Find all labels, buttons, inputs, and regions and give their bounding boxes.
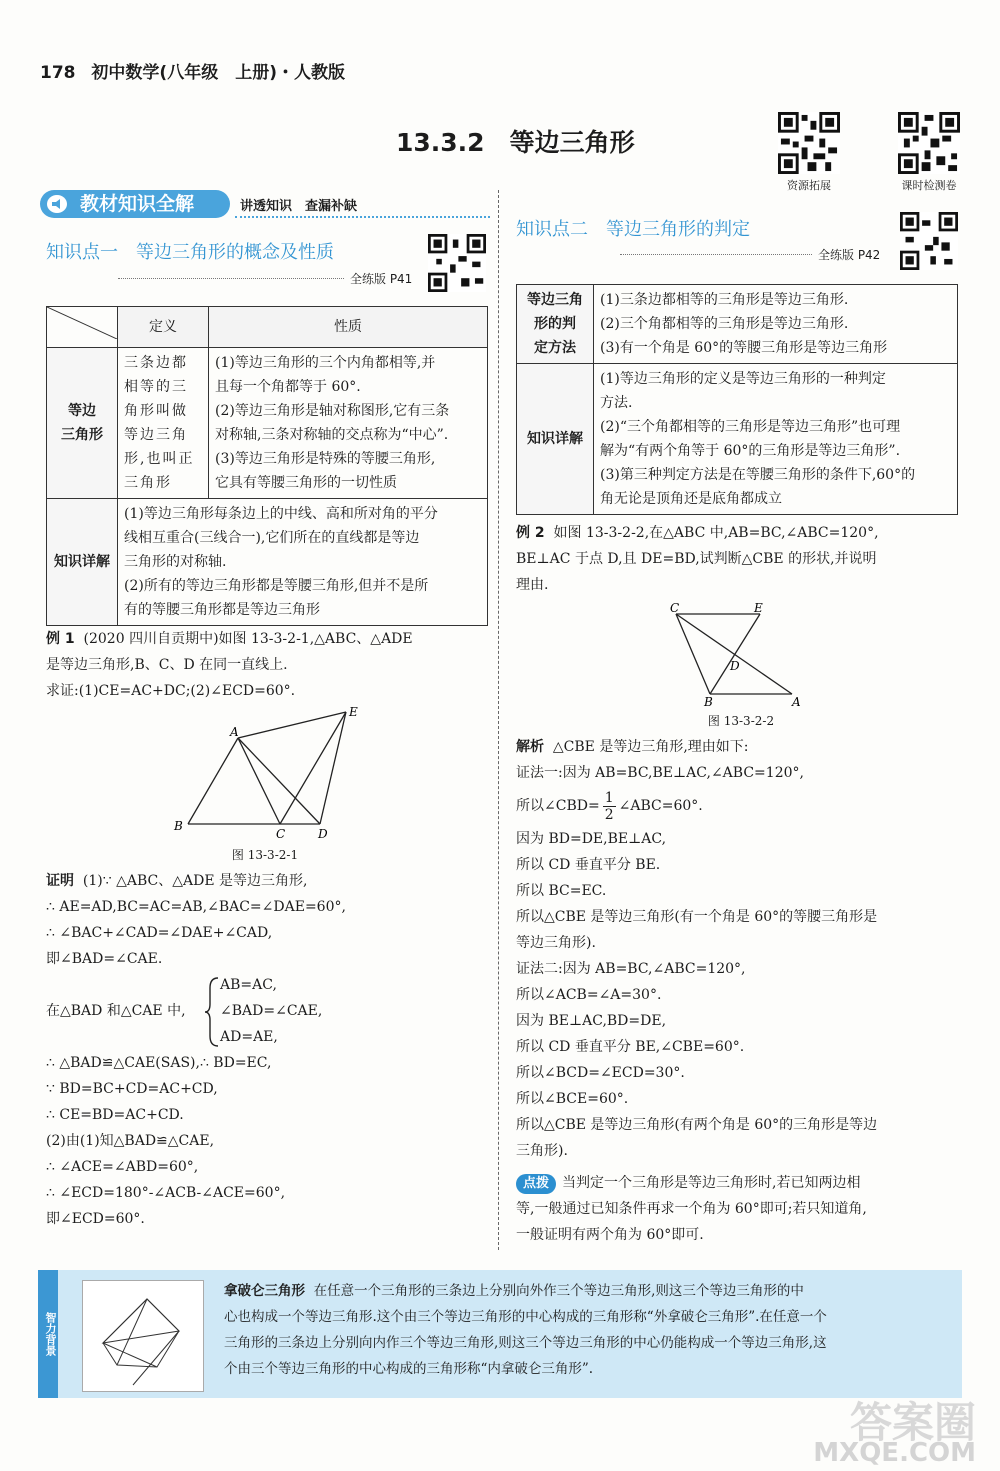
banner-label bbox=[40, 190, 230, 218]
proof-line: ∴ ∠ACE=∠ABD=60°, bbox=[46, 1159, 199, 1175]
analysis-line: 所以∠BCD=∠ECD=30°. bbox=[516, 1065, 685, 1081]
analysis-line: 证法二:因为 AB=BC,∠ABC=120°, bbox=[516, 961, 746, 977]
proof-line: ∵ BD=BC+CD=AC+CD, bbox=[46, 1081, 218, 1097]
point-C: C bbox=[670, 601, 680, 615]
definition-line: 等边三角 bbox=[124, 427, 188, 443]
detail-line: 角无论是顶角还是底角都成立 bbox=[600, 491, 782, 507]
figure-13-3-2-2 bbox=[664, 598, 814, 710]
detail-line: 三角形的对称轴. bbox=[124, 554, 227, 570]
napoleon-figure bbox=[82, 1280, 204, 1392]
detail-line: (3)第三种判定方法是在等腰三角形的条件下,60°的 bbox=[600, 467, 916, 483]
fraction bbox=[603, 790, 616, 823]
analysis-line: 所以 CD 垂直平分 BE. bbox=[516, 857, 661, 873]
detail-line: 有的等腰三角形都是等边三角形 bbox=[124, 602, 320, 618]
detail-line: 解为“有两个角等于 60°的三角形是等边三角形”. bbox=[600, 443, 901, 459]
proof-line: ∴ AE=AD,BC=AC=AB,∠BAC=∠DAE=60°, bbox=[46, 899, 346, 915]
example2-line: 理由. bbox=[516, 577, 549, 593]
kp2-dots bbox=[620, 254, 812, 255]
row-head-equilateral bbox=[47, 348, 118, 499]
property-line: 它具有等腰三角形的一切性质 bbox=[215, 475, 397, 491]
point-D: D bbox=[730, 659, 740, 673]
detail-cell bbox=[594, 364, 958, 515]
bottom-line: 三角形的三条边上分别向内作三个等边三角形,则这三个等边三角形的中心仍能构成一个等边三角形,这 bbox=[224, 1335, 827, 1351]
kp1-title: 知识点一 等边三角形的概念及性质 bbox=[46, 242, 334, 263]
watermark-logo: 答案圈 bbox=[849, 1398, 976, 1447]
row-head-line: 等边三角 bbox=[527, 292, 583, 308]
proof-line: 即∠BAD=∠CAE. bbox=[46, 951, 163, 967]
analysis-line: 所以∠ACB=∠A=30°. bbox=[516, 987, 662, 1003]
fraction-denominator: 2 bbox=[604, 806, 614, 823]
kp1-table bbox=[46, 306, 488, 626]
kp1-dots bbox=[118, 278, 344, 279]
fraction-suffix: ∠ABC=60°. bbox=[618, 798, 703, 814]
detail-line: (2)所有的等边三角形都是等腰三角形,但并不是所 bbox=[124, 578, 429, 594]
kp2-ref: 全练版 P42 bbox=[818, 248, 881, 262]
line-AC bbox=[238, 738, 280, 824]
analysis-line: 所以∠BCE=60°. bbox=[516, 1091, 629, 1107]
line-CE bbox=[280, 712, 346, 824]
brace-item: AD=AE, bbox=[220, 1029, 278, 1045]
proof-line: ∴ CE=BD=AC+CD. bbox=[46, 1107, 184, 1123]
detail-line: (2)“三个角都相等的三角形是等边三角形”也可理 bbox=[600, 419, 901, 435]
analysis-line: 所以 CD 垂直平分 BE,∠CBE=60°. bbox=[516, 1039, 745, 1055]
definition-line: 相等的三 bbox=[124, 379, 188, 395]
analysis-line: 因为 BD=DE,BE⊥AC, bbox=[516, 831, 667, 847]
proof1 bbox=[46, 868, 492, 972]
point-C: C bbox=[276, 827, 286, 840]
book-title: 初中数学(八年级 上册)・人教版 bbox=[91, 63, 345, 83]
point-E: E bbox=[754, 601, 763, 615]
example1-line: 是等边三角形,B、C、D 在同一直线上. bbox=[46, 657, 288, 673]
proof-line: (2)由(1)知△BAD≌△CAE, bbox=[46, 1133, 215, 1149]
row-head-line: 三角形 bbox=[61, 427, 103, 443]
corner-diagonal bbox=[47, 307, 117, 339]
line-AB bbox=[188, 738, 238, 824]
methods-cell bbox=[594, 285, 958, 364]
line-AE bbox=[238, 712, 346, 738]
qr-code-icon[interactable] bbox=[898, 112, 960, 174]
proof-line: 即∠ECD=60°. bbox=[46, 1211, 145, 1227]
method-line: (3)有一个角是 60°的等腰三角形是等边三角形 bbox=[600, 340, 888, 356]
analysis bbox=[516, 734, 962, 1248]
bottom-line: 心也构成一个等边三角形.这个由三个等边三角形的中心构成的三角形称“外拿破仑三角形”.在任意一个 bbox=[224, 1309, 827, 1325]
banner-subtitle: 讲透知识 查漏补缺 bbox=[240, 199, 358, 214]
proof-line: ∴ △BAD≌△CAE(SAS),∴ BD=EC, bbox=[46, 1055, 272, 1071]
kp2-table bbox=[516, 284, 958, 515]
qr-caption: 课时检测卷 bbox=[901, 179, 957, 192]
brace-item: AB=AC, bbox=[220, 977, 277, 993]
detail-line: 线相互重合(三线合一),它们所在的直线都是等边 bbox=[124, 530, 420, 546]
definition-line: 三条边都 bbox=[124, 355, 188, 371]
detail-line: (1)等边三角形的定义是等边三角形的一种判定 bbox=[600, 371, 886, 387]
example1-line: 求证:(1)CE=AC+DC;(2)∠ECD=60°. bbox=[46, 683, 296, 699]
property-line: (3)等边三角形是特殊的等腰三角形, bbox=[215, 451, 436, 467]
property-line: 且每一个角都等于 60°. bbox=[215, 379, 361, 395]
qr-code-icon[interactable] bbox=[428, 234, 486, 292]
example1-label: 例 1 bbox=[46, 631, 75, 647]
line-AD bbox=[238, 738, 320, 824]
point-E: E bbox=[349, 705, 358, 719]
property-line: (1)等边三角形的三个内角都相等,并 bbox=[215, 355, 436, 371]
analysis-line: 三角形). bbox=[516, 1143, 568, 1159]
napoleon-triangle-icon bbox=[83, 1281, 203, 1391]
property-cell bbox=[209, 348, 488, 499]
banner-divider bbox=[235, 216, 490, 218]
detail-line: 方法. bbox=[600, 395, 633, 411]
definition-cell bbox=[118, 348, 209, 499]
section-title: 13.3.2 等边三角形 bbox=[396, 128, 635, 157]
table-corner bbox=[47, 307, 118, 348]
property-line: 对称轴,三条对称轴的交点称为“中心”. bbox=[215, 427, 449, 443]
detail-line: (1)等边三角形每条边上的中线、高和所对角的平分 bbox=[124, 506, 438, 522]
banner-text: 教材知识全解 bbox=[80, 193, 195, 215]
fraction-numerator: 1 bbox=[604, 789, 614, 806]
bottom-title: 拿破仑三角形 bbox=[224, 1283, 305, 1299]
row-head-line: 形的判 bbox=[534, 316, 576, 332]
method-line: (1)三条边都相等的三角形是等边三角形. bbox=[600, 292, 849, 308]
figure-13-3-2-1 bbox=[170, 700, 370, 840]
fraction-prefix: 所以∠CBD= bbox=[516, 798, 600, 814]
definition-line: 三角形 bbox=[124, 475, 172, 491]
brace-icon bbox=[204, 976, 220, 1048]
proof1-continued bbox=[46, 1050, 492, 1232]
page-number: 178 bbox=[40, 63, 76, 83]
example1 bbox=[46, 626, 492, 704]
row-head-line: 等边 bbox=[68, 403, 96, 419]
proof-line: (1)∵ △ABC、△ADE 是等边三角形, bbox=[82, 873, 308, 889]
row-head-detail: 知识详解 bbox=[47, 499, 118, 626]
brace-item: ∠BAD=∠CAE, bbox=[220, 1003, 323, 1019]
point-B: B bbox=[704, 695, 713, 709]
definition-line: 角形叫做 bbox=[124, 403, 188, 419]
point-A: A bbox=[792, 695, 801, 709]
analysis-line: △CBE 是等边三角形,理由如下: bbox=[552, 739, 749, 755]
point-A: A bbox=[230, 725, 239, 739]
col-property: 性质 bbox=[209, 307, 488, 348]
figure1-caption: 图 13-3-2-1 bbox=[231, 848, 299, 862]
tip-line bbox=[516, 1170, 962, 1196]
analysis-line: 所以△CBE 是等边三角形(有两个角是 60°的三角形是等边 bbox=[516, 1117, 878, 1133]
definition-line: 形,也叫正 bbox=[124, 451, 195, 467]
example1-line: (2020 四川自贡期中)如图 13-3-2-1,△ABC、△ADE bbox=[83, 631, 413, 647]
analysis-line: 等边三角形). bbox=[516, 935, 596, 951]
tip-text: 当判定一个三角形是等边三角形时,若已知两边相 bbox=[562, 1175, 861, 1191]
speaker-icon bbox=[46, 194, 68, 214]
point-B: B bbox=[174, 819, 183, 833]
qr-code-icon[interactable] bbox=[778, 112, 840, 174]
bottom-line: 在任意一个三角形的三条边上分别向外作三个等边三角形,则这三个等边三角形的中 bbox=[313, 1283, 804, 1299]
tip-badge: 点拨 bbox=[516, 1174, 556, 1194]
qr-caption: 资源拓展 bbox=[787, 179, 831, 192]
proof-label: 证明 bbox=[46, 873, 74, 889]
method-line: (2)三个角都相等的三角形是等边三角形. bbox=[600, 316, 849, 332]
bottom-text bbox=[224, 1278, 944, 1382]
brace-items bbox=[220, 972, 322, 1050]
row-head-detail: 知识详解 bbox=[517, 364, 594, 515]
bottom-line: 个由三个等边三角形的中心构成的三角形称“内拿破仑三角形”. bbox=[224, 1361, 594, 1377]
brace-left: 在△BAD 和△CAE 中, bbox=[46, 1003, 186, 1019]
section-banner bbox=[40, 190, 490, 220]
row-head-methods bbox=[517, 285, 594, 364]
proof-line: ∴ ∠ECD=180°-∠ACB-∠ACE=60°, bbox=[46, 1185, 286, 1201]
kp1-ref: 全练版 P41 bbox=[350, 272, 413, 286]
detail-cell bbox=[118, 499, 488, 626]
figure2-caption: 图 13-3-2-2 bbox=[707, 714, 775, 728]
analysis-label: 解析 bbox=[516, 739, 544, 755]
qr-code-icon[interactable] bbox=[900, 212, 958, 270]
row-head-line: 定方法 bbox=[534, 340, 576, 356]
column-divider bbox=[498, 190, 499, 1250]
tip-line: 等,一般通过已知条件再求一个角为 60°即可;若只知道角, bbox=[516, 1201, 867, 1217]
point-D: D bbox=[318, 827, 328, 840]
proof-line: ∴ ∠BAC+∠CAD=∠DAE+∠CAD, bbox=[46, 925, 273, 941]
example2 bbox=[516, 520, 962, 598]
watermark-url: MXQE.COM bbox=[813, 1438, 976, 1468]
bottom-tab: 智力背景 bbox=[38, 1270, 58, 1398]
kp2-title: 知识点二 等边三角形的判定 bbox=[516, 219, 750, 240]
fraction-line bbox=[516, 786, 962, 826]
example2-line: BE⊥AC 于点 D,且 DE=BD,试判断△CBE 的形状,并说明 bbox=[516, 551, 877, 567]
example2-label: 例 2 bbox=[516, 525, 545, 541]
example2-line: 如图 13-3-2-2,在△ABC 中,AB=BC,∠ABC=120°, bbox=[553, 525, 879, 541]
analysis-line: 证法一:因为 AB=BC,BE⊥AC,∠ABC=120°, bbox=[516, 765, 804, 781]
tip-line: 一般证明有两个角为 60°即可. bbox=[516, 1227, 704, 1243]
background-info-box bbox=[38, 1270, 962, 1398]
analysis-line: 所以△CBE 是等边三角形(有一个角是 60°的等腰三角形是 bbox=[516, 909, 878, 925]
col-definition: 定义 bbox=[118, 307, 209, 348]
line-DE bbox=[320, 712, 346, 824]
page-header bbox=[40, 58, 345, 83]
analysis-line: 因为 BE⊥AC,BD=DE, bbox=[516, 1013, 667, 1029]
property-line: (2)等边三角形是轴对称图形,它有三条 bbox=[215, 403, 450, 419]
line-EB bbox=[710, 614, 760, 694]
analysis-line: 所以 BC=EC. bbox=[516, 883, 607, 899]
